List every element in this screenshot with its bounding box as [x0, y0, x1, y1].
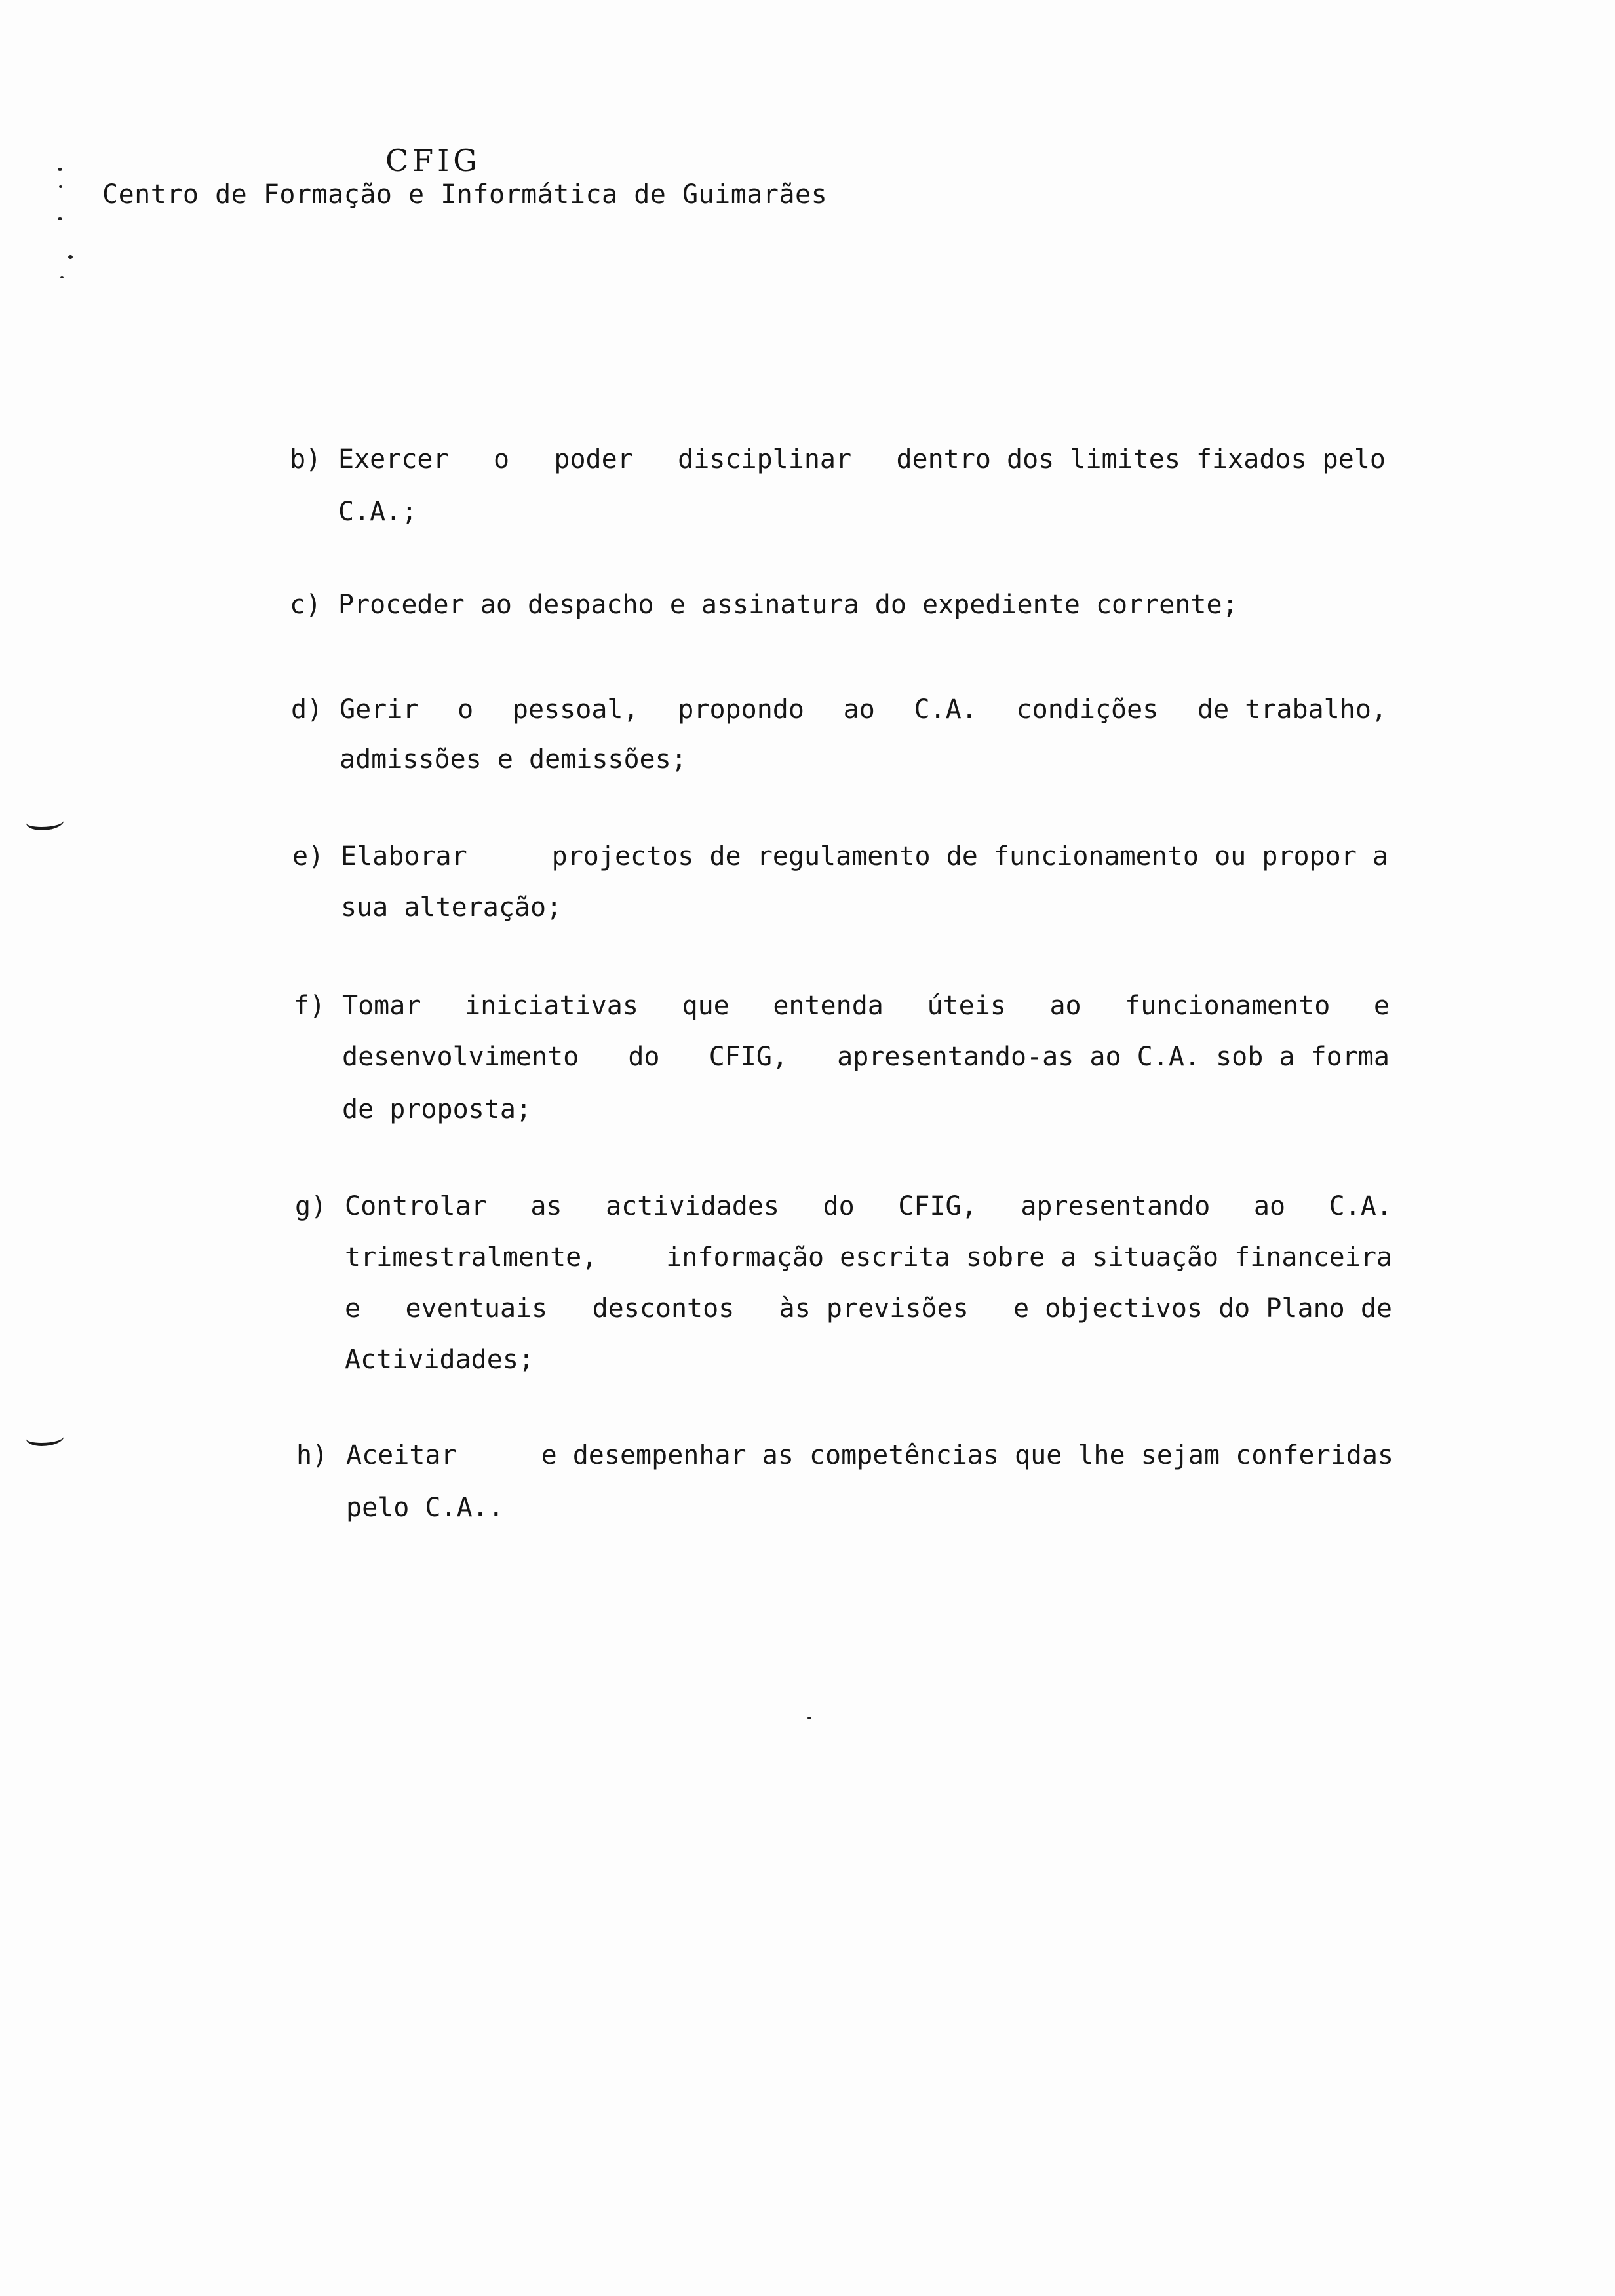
item-line: Tomar iniciativas que entenda úteis ao funcionamento e: [342, 991, 1390, 1021]
organization-name: Centro de Formação e Informática de Guimarães: [102, 180, 828, 210]
item-line: Proceder ao despacho e assinatura do expediente corrente;: [338, 590, 1238, 620]
item-line: e eventuais descontos às previsões e objectivos do Plano de: [345, 1293, 1392, 1324]
item-marker: d): [291, 695, 323, 725]
item-marker: f): [294, 991, 326, 1021]
list-item-d: [291, 695, 1387, 786]
brand-logo-text: CFIG: [385, 143, 482, 178]
item-marker: h): [296, 1440, 328, 1470]
item-line: admissões e demissões;: [340, 744, 687, 775]
item-line: Actividades;: [345, 1345, 534, 1375]
margin-mark: [68, 255, 73, 259]
page-dot-mark: [808, 1717, 811, 1719]
item-line: Gerir o pessoal, propondo ao C.A. condições de trabalho,: [340, 695, 1387, 725]
list-item-e: [292, 841, 1388, 933]
margin-brace-mark: [26, 1428, 64, 1446]
list-item-c: [290, 590, 1386, 629]
item-line: C.A.;: [338, 497, 418, 527]
item-line: Exercer o poder disciplinar dentro dos limites fixados pelo: [338, 444, 1386, 474]
item-marker: b): [290, 444, 322, 474]
list-item-g: [295, 1191, 1391, 1388]
list-item-f: [294, 991, 1390, 1135]
item-line: Elaborar projectos de regulamento de funcionamento ou propor a: [341, 841, 1388, 871]
item-line: sua alteração;: [341, 892, 562, 923]
margin-mark: [58, 217, 62, 220]
list-item-b: [290, 444, 1386, 536]
item-line: Controlar as actividades do CFIG, apresentando ao C.A.: [345, 1191, 1392, 1221]
item-line: pelo C.A..: [346, 1493, 504, 1523]
item-line: trimestralmente, informação escrita sobre a situação financeira: [345, 1242, 1392, 1272]
item-line: de proposta;: [342, 1094, 532, 1124]
list-item-h: [296, 1440, 1392, 1532]
margin-mark: [58, 168, 62, 171]
margin-brace-mark: [26, 813, 64, 830]
item-line: Aceitar e desempenhar as competências que lhe sejam conferidas: [346, 1440, 1393, 1470]
margin-mark: [59, 185, 62, 188]
item-marker: c): [290, 590, 322, 620]
item-line: desenvolvimento do CFIG, apresentando-as ao C.A. sob a forma: [342, 1042, 1390, 1072]
item-marker: g): [295, 1191, 327, 1221]
item-marker: e): [292, 841, 324, 871]
margin-mark: [60, 276, 64, 278]
